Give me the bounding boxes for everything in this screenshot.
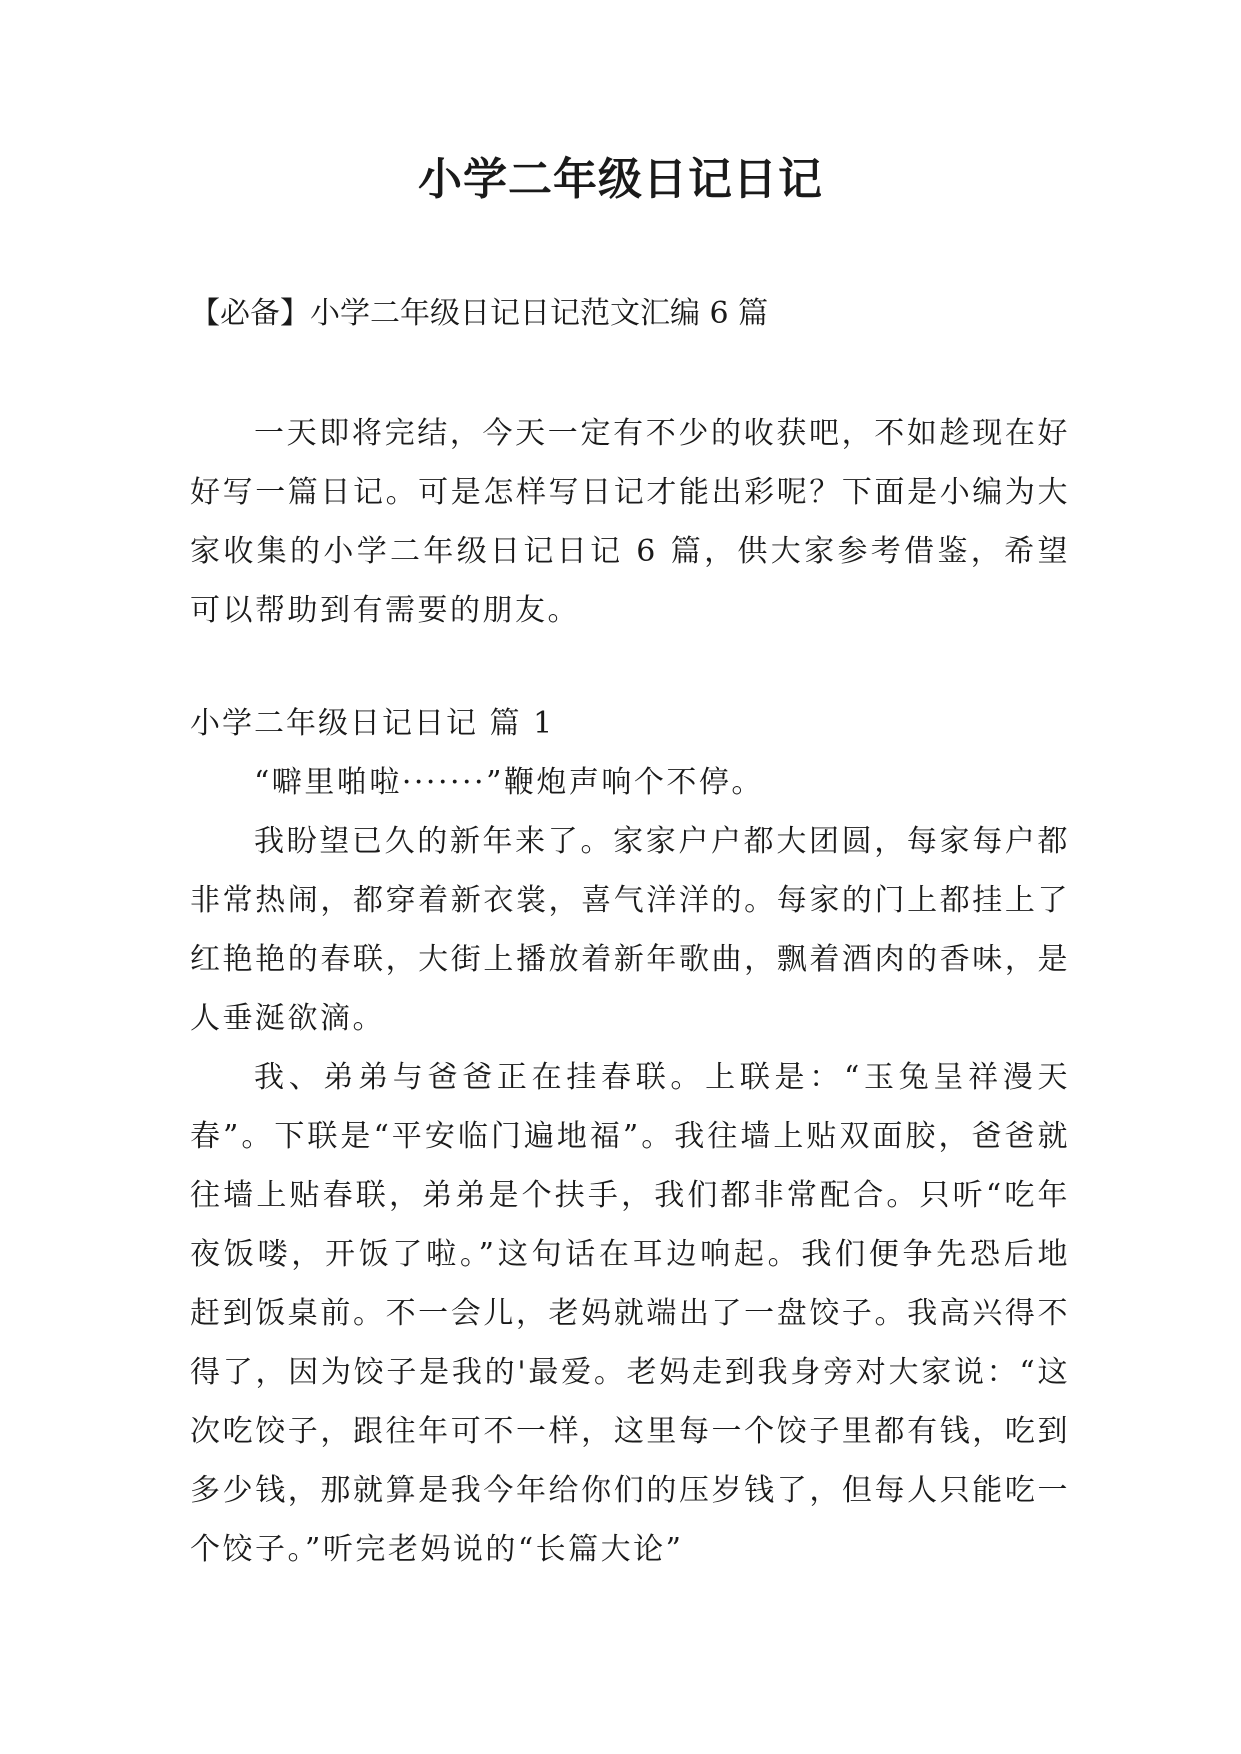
intro-paragraph: 一天即将完结，今天一定有不少的收获吧，不如趁现在好好写一篇日记。可是怎样写日记才能出彩呢？下面是小编为大家收集的小学二年级日记日记 6 篇，供大家参考借鉴，希望可以帮助到有需要的朋友。 — [190, 416, 1070, 628]
story-paragraph-2: 我盼望已久的新年来了。家家户户都大团圆，每家每户都非常热闹，都穿着新衣裳，喜气洋洋的。每家的门上都挂上了红艳艳的春联，大街上播放着新年歌曲，飘着酒肉的香味，是人垂涎欲滴。 — [190, 824, 1070, 1036]
intro-block — [190, 404, 1070, 640]
story-paragraph-1: “噼里啪啦·······”鞭炮声响个不停。 — [254, 765, 764, 800]
section-heading: 小学二年级日记日记 篇 1 — [190, 706, 555, 741]
story-paragraph-3: 我、弟弟与爸爸正在挂春联。上联是：“玉兔呈祥漫天春”。下联是“平安临门遍地福”。我往墙上贴双面胶，爸爸就往墙上贴春联，弟弟是个扶手，我们都非常配合。只听“吃年夜饭喽，开饭了啦。”这句话在耳边响起。我们便争先恐后地赶到饭桌前。不一会儿，老妈就端出了一盘饺子。我高兴得不得了，因为饺子是我的'最爱。老妈走到我身旁对大家说：“这次吃饺子，跟往年可不一样，这里每一个饺子里都有钱，吃到多少钱，那就算是我今年给你们的压岁钱了，但每人只能吃一个饺子。”听完老妈说的“长篇大论” — [190, 1060, 1070, 1567]
story-block — [190, 753, 1070, 1579]
document-title: 小学二年级日记日记 — [418, 154, 823, 205]
document-subtitle: 【必备】小学二年级日记日记范文汇编 6 篇 — [190, 296, 769, 331]
